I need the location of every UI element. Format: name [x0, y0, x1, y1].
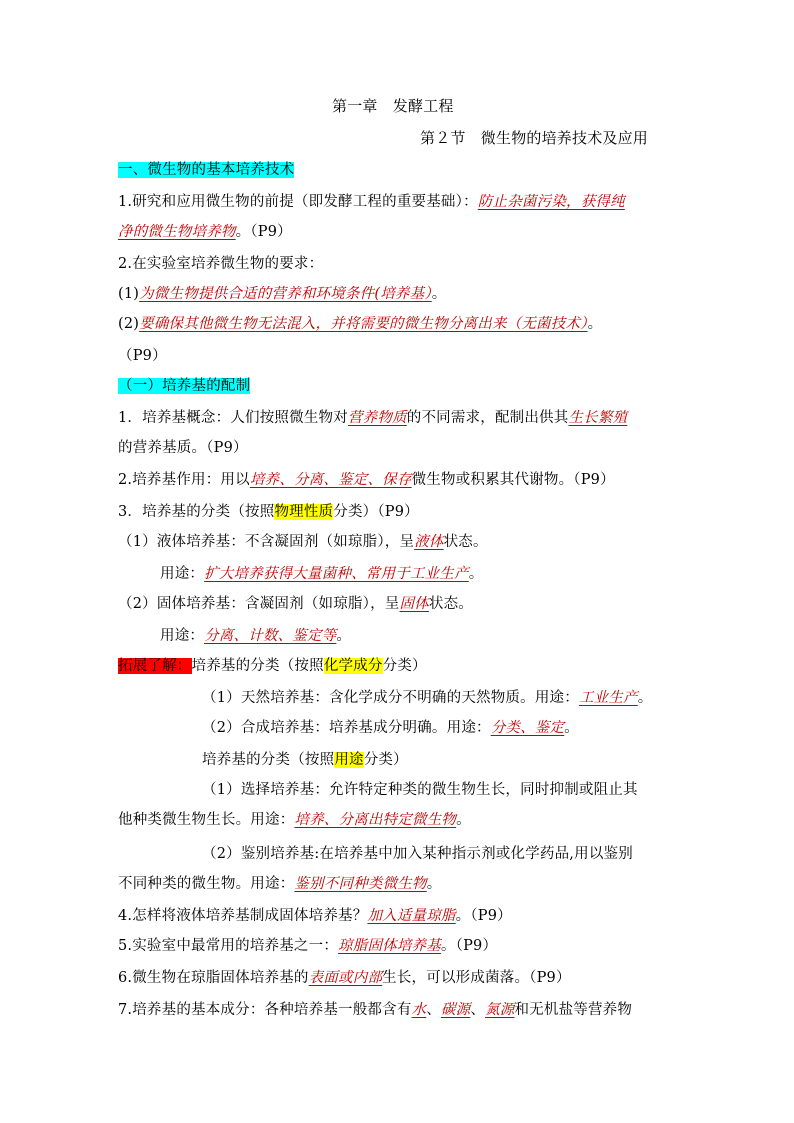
text: （1）天然培养基：含化学成分不明确的天然物质。用途： — [202, 690, 579, 706]
item-3-liquid — [118, 532, 488, 552]
text: 。 — [426, 876, 442, 892]
item-3-liquid-use — [160, 564, 483, 584]
text: 。（P9） — [235, 224, 292, 240]
text: 分类）（P9） — [333, 504, 419, 520]
text: (1) — [118, 286, 140, 302]
heading-basic-techniques — [118, 160, 294, 180]
item-3 — [118, 502, 419, 522]
text: 状态。 — [443, 534, 488, 550]
text: 1.研究和应用微生物的前提（即发酵工程的重要基础）： — [118, 194, 478, 210]
chapter-title: 第一章 发酵工程 — [332, 97, 454, 115]
item-3-solid — [118, 594, 473, 614]
highlight: 化学成分 — [323, 658, 383, 674]
answer: 生长繁殖 — [568, 410, 628, 426]
item-2 — [118, 470, 615, 490]
paragraph-1-cont — [118, 222, 292, 242]
answer: 液体 — [414, 534, 444, 550]
text: （1）液体培养基：不含凝固剂（如琼脂），呈 — [118, 534, 415, 550]
answer: 分离、计数、鉴定等 — [204, 628, 337, 644]
text: 分类） — [382, 658, 427, 674]
text: 培养基的分类（按照 — [202, 752, 335, 768]
text: 7.培养基的基本成分：各种培养基一般都含有 — [118, 1002, 412, 1018]
text: （2）合成培养基：培养基成分明确。用途： — [202, 720, 491, 736]
answer: 扩大培养获得大量菌种、常用于工业生产 — [204, 566, 469, 582]
item-5 — [118, 936, 497, 956]
item-3-solid-use — [160, 626, 351, 646]
answer: 净的微生物培养物 — [118, 224, 236, 240]
extension-selective-cont — [118, 810, 471, 830]
text: 4.怎样将液体培养基制成固体培养基？ — [118, 908, 368, 924]
text: 。 — [564, 720, 579, 736]
text: 。 — [431, 286, 447, 302]
heading-text: 一、微生物的基本培养技术 — [118, 162, 295, 178]
separator: 、 — [367, 472, 383, 488]
answer: 分离 — [293, 472, 324, 488]
text: （2）固体培养基：含凝固剂（如琼脂），呈 — [118, 596, 400, 612]
heading-text: （一）培养基的配制 — [118, 378, 251, 394]
item-4 — [118, 906, 512, 926]
separator: 、 — [279, 472, 294, 488]
text: 分类） — [363, 752, 408, 768]
text: 状态。 — [428, 596, 473, 612]
text: 生长，可以形成菌落。（P9） — [382, 970, 571, 986]
answer: 营养物质 — [347, 410, 407, 426]
text: 培养基的分类（按照 — [191, 658, 324, 674]
answer: 培养、分离出特定微生物 — [294, 812, 457, 828]
answer: 碳源 — [440, 1002, 471, 1018]
text: 2.培养基作用：用以 — [118, 472, 250, 488]
heading-medium-preparation — [118, 376, 250, 396]
text: 他种类微生物生长。用途： — [118, 812, 295, 828]
answer: 保存 — [382, 472, 412, 488]
answer: 工业生产 — [578, 690, 638, 706]
section-title: 第２节 微生物的培养技术及应用 — [420, 129, 649, 147]
paragraph-1 — [118, 192, 625, 212]
extension — [118, 656, 427, 676]
item-1 — [118, 408, 627, 428]
text: 微生物或积累其代谢物。（P9） — [411, 472, 615, 488]
text: 6.微生物在琼脂固体培养基的 — [118, 970, 309, 986]
text: 。 — [587, 316, 603, 332]
extension-by-use — [202, 750, 408, 770]
highlight: 用途 — [334, 752, 364, 768]
answer: 防止杂菌污染，获得纯 — [477, 194, 625, 210]
text: (2) — [118, 316, 140, 332]
answer: 为微生物提供合适的营养和环境条件(培养基） — [139, 286, 432, 302]
highlight: 物理性质 — [274, 504, 334, 520]
text: 3．培养基的分类（按照 — [118, 504, 275, 520]
paragraph-2: 2.在实验室培养微生物的要求： — [118, 256, 324, 272]
answer: 分类、鉴定 — [490, 720, 565, 736]
text: 。 — [336, 628, 352, 644]
separator: 、 — [426, 1002, 441, 1018]
text: 。（P9） — [455, 908, 512, 924]
text: 不同种类的微生物。用途： — [118, 876, 295, 892]
paragraph-4-page: （P9） — [118, 348, 167, 364]
extension-differential-cont — [118, 874, 441, 894]
answer: 固体 — [399, 596, 429, 612]
extension-natural — [202, 688, 652, 708]
text: 。 — [456, 812, 471, 828]
answer: 水 — [411, 1002, 427, 1018]
answer: 培养 — [249, 472, 280, 488]
text: 用途： — [160, 628, 205, 644]
item-1-cont: 的营养基质。（P9） — [118, 440, 248, 456]
answer: 氮源 — [485, 1002, 515, 1018]
text: 5.实验室中最常用的培养基之一： — [118, 938, 339, 954]
extension-selective: （1）选择培养基：允许特定种类的微生物生长，同时抑制或阻止其 — [202, 782, 638, 798]
text: 的不同需求，配制出供其 — [406, 410, 569, 426]
item-7 — [118, 1000, 632, 1020]
extension-synthetic — [202, 718, 579, 738]
answer: 表面或内部 — [308, 970, 383, 986]
paragraph-4 — [118, 314, 602, 334]
separator: 、 — [323, 472, 339, 488]
extension-differential: （2）鉴别培养基:在培养基中加入某种指示剂或化学药品,用以鉴别 — [202, 846, 633, 862]
text: 。（P9） — [440, 938, 498, 954]
paragraph-3 — [118, 284, 446, 304]
separator: 、 — [470, 1002, 486, 1018]
answer: 加入适量琼脂 — [367, 908, 456, 924]
item-6 — [118, 968, 571, 988]
extension-tag: 拓展了解： — [118, 658, 192, 674]
text: 。 — [637, 690, 653, 706]
answer: 鉴定 — [338, 472, 368, 488]
answer: 鉴别不同种类微生物 — [294, 876, 427, 892]
answer: 琼脂固体培养基 — [338, 938, 441, 954]
text: 。 — [468, 566, 484, 582]
text: 用途： — [160, 566, 205, 582]
answer: 要确保其他微生物无法混入，并将需要的微生物分离出来（无菌技术） — [139, 316, 588, 332]
text: 1．培养基概念：人们按照微生物对 — [118, 410, 348, 426]
text: 和无机盐等营养物 — [514, 1002, 633, 1018]
